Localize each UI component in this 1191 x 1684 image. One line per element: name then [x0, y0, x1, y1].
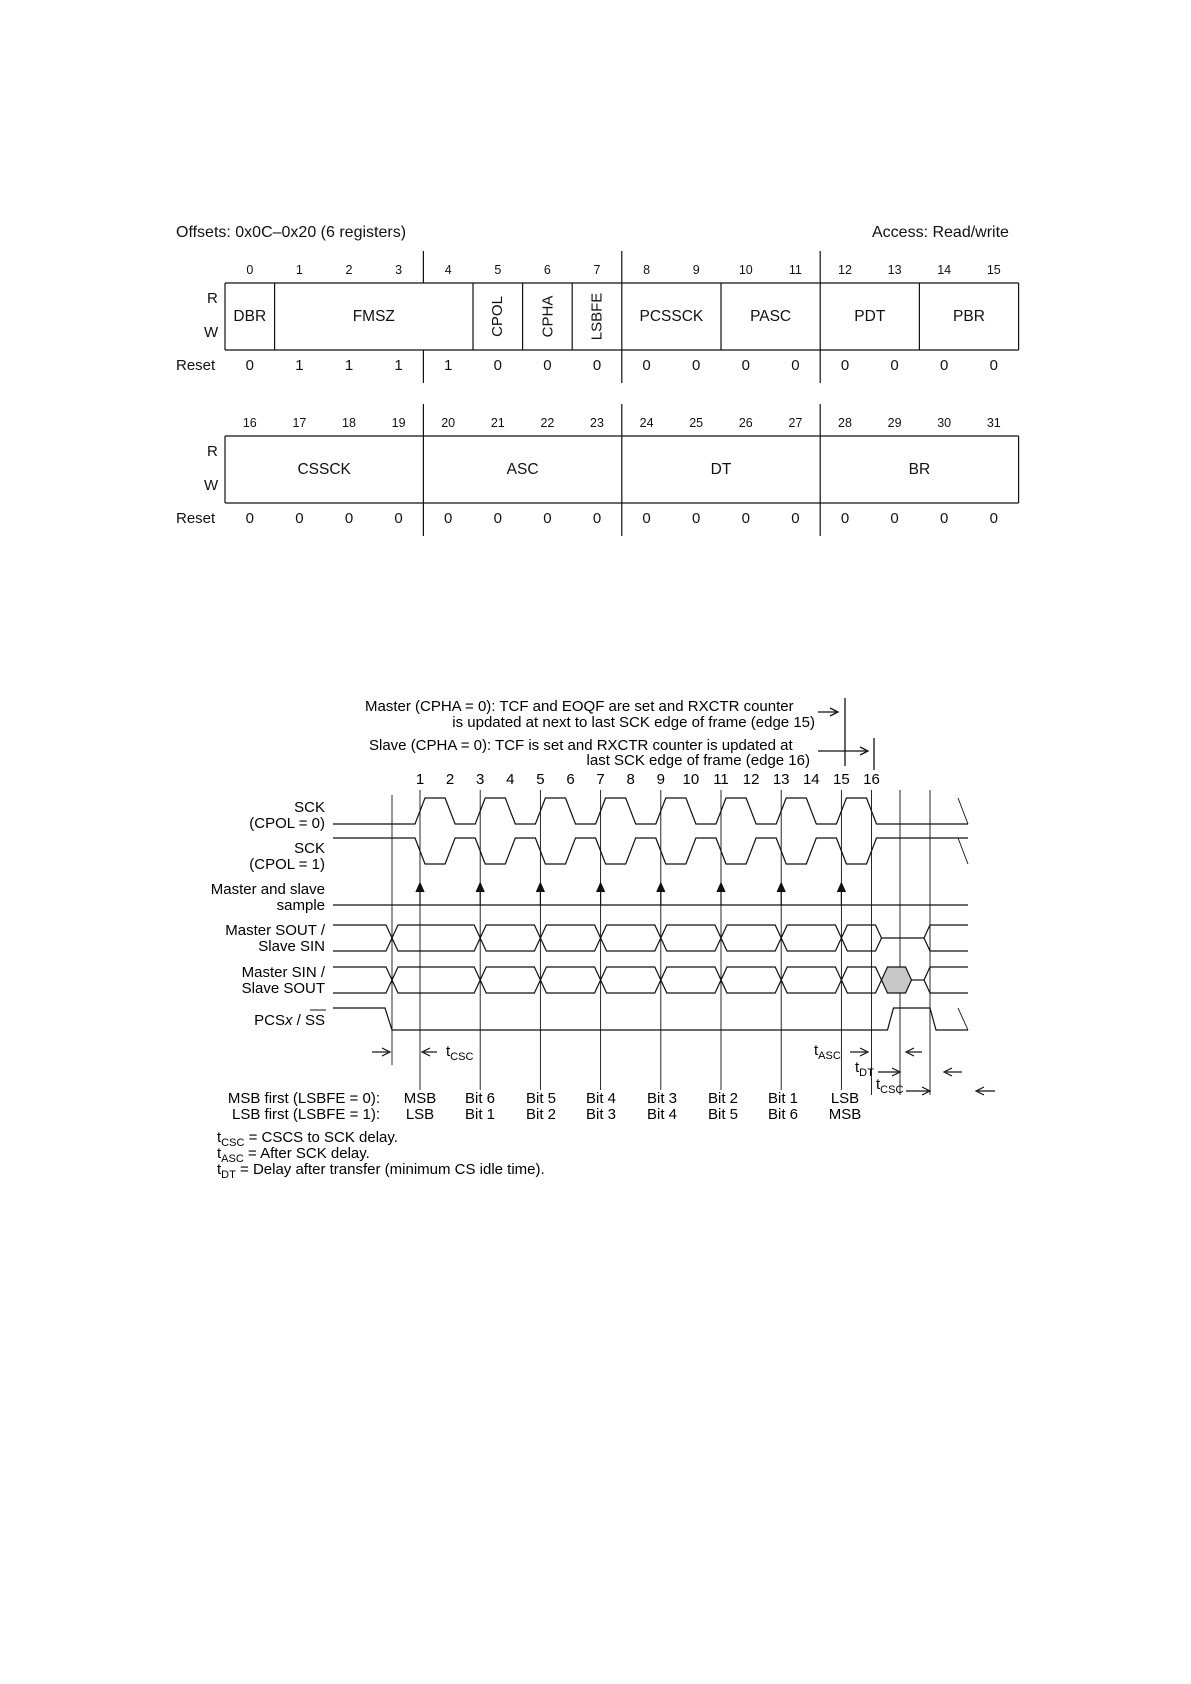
lsb-first-bit: Bit 2 [525, 1106, 557, 1123]
reset-value: 0 [592, 510, 602, 527]
waveform-segment [480, 967, 540, 993]
spi-timing-diagram [0, 680, 1191, 1200]
reset-value: 0 [642, 510, 651, 527]
edge-number: 4 [506, 771, 515, 788]
waveform-segment [601, 967, 661, 993]
waveform-segment [777, 883, 785, 892]
tcsc-label: $t_{CSC}$ [446, 1043, 474, 1063]
edge-number: 11 [713, 771, 729, 788]
bit-number: 7 [593, 263, 601, 277]
field-asc: ASC [506, 460, 539, 478]
waveform-segment [416, 883, 424, 892]
write-label-row2: W [204, 477, 219, 494]
reset-value: 0 [940, 510, 949, 527]
sample-label1: Master and slave [210, 881, 325, 898]
signal-labels [211, 799, 326, 1029]
edge-number: 15 [833, 771, 850, 788]
note-master-line2: is updated at next to last SCK edge of frame (edge 15) [452, 714, 815, 731]
field-dbr: DBR [233, 307, 267, 325]
msb-first-bit: Bit 6 [464, 1090, 496, 1107]
bit-number: 24 [639, 416, 654, 430]
bit-number: 16 [242, 416, 257, 430]
waveform-segment [333, 838, 968, 864]
edge-number: 3 [476, 771, 485, 788]
msb-first-label: MSB first (LSBFE = 0): [227, 1090, 380, 1107]
tcsc-label-2: $t_{CSC}$ [876, 1076, 904, 1096]
field-fmsz: FMSZ [352, 307, 395, 325]
bit-number: 20 [441, 416, 456, 430]
field-lsbfe: LSBFE [588, 292, 606, 341]
legend-tasc: $t_{ASC}$ = After SCK delay. [217, 1145, 370, 1165]
edge-number: 9 [656, 771, 665, 788]
edge-number: 12 [742, 771, 760, 788]
reset-value: 0 [592, 357, 602, 374]
bit-order-labels [404, 1090, 862, 1123]
bit-number: 14 [937, 263, 952, 277]
waveform-segment [392, 967, 480, 993]
bit-number: 9 [692, 263, 700, 277]
read-label: R [207, 290, 218, 307]
bit-number: 21 [490, 416, 505, 430]
waveform-segment [841, 967, 881, 993]
reset-value: 0 [741, 357, 750, 374]
reset-value: 0 [741, 510, 750, 527]
reset-value: 0 [295, 510, 304, 527]
msb-first-bit: Bit 3 [646, 1090, 678, 1107]
waveform-segment [540, 967, 600, 993]
bit-number: 13 [887, 263, 902, 277]
reset-value: 0 [444, 510, 453, 527]
sin-label2: Slave SOUT [241, 980, 325, 997]
waveform-segment [476, 883, 484, 892]
field-cpol: CPOL [489, 296, 507, 337]
sck-cpol1-label2: (CPOL = 1) [249, 856, 325, 873]
offsets-label: Offsets: 0x0C–0x20 (6 registers) [176, 224, 407, 241]
reset-value: 0 [394, 510, 403, 527]
msb-first-bit: Bit 5 [525, 1090, 557, 1107]
bit-number: 10 [738, 263, 753, 277]
field-cpha: CPHA [538, 295, 556, 338]
bit-number: 29 [887, 416, 902, 430]
reset-value: 0 [692, 510, 701, 527]
msb-first-bit: LSB [830, 1090, 860, 1107]
edge-number: 16 [863, 771, 880, 788]
sample-label2: sample [276, 897, 325, 914]
field-pbr: PBR [953, 307, 985, 325]
waveform-segment [717, 883, 725, 892]
msb-first-bit: Bit 4 [585, 1090, 617, 1107]
bit-number: 5 [494, 263, 502, 277]
waveform-segment [841, 925, 881, 951]
edge-number: 1 [415, 771, 425, 788]
edge-number: 10 [682, 771, 700, 788]
reset-value: 0 [344, 510, 354, 527]
bit-number: 23 [590, 416, 604, 430]
waveform-segment [924, 938, 968, 951]
reset-value: 0 [840, 510, 850, 527]
sin-label1: Master SIN / [241, 964, 325, 981]
bit-number: 27 [788, 416, 803, 430]
bit-number: 19 [391, 416, 406, 430]
bit-number: 2 [345, 263, 353, 277]
bit-number: 18 [342, 416, 356, 430]
sck-cpol1-label1: SCK [294, 840, 325, 857]
reset-value: 0 [245, 510, 254, 527]
waveform-segment [882, 967, 912, 993]
waveform-segment [392, 925, 480, 951]
reset-value: 0 [890, 510, 899, 527]
bit-number: 30 [937, 416, 952, 430]
field-pcssck: PCSSCK [639, 307, 704, 325]
bit-number: 26 [738, 416, 753, 430]
lsb-first-bit: Bit 6 [767, 1106, 799, 1123]
waveform-segment [333, 925, 392, 951]
bit-number: 4 [444, 263, 452, 277]
register-grid-lines [0, 0, 1191, 560]
reset-value: 1 [295, 357, 304, 374]
reset-value: 0 [493, 357, 502, 374]
reset-value: 0 [543, 510, 552, 527]
field-pasc: PASC [750, 307, 792, 325]
note-arrows [818, 698, 874, 770]
reset-value: 1 [444, 357, 453, 374]
waveform-segment [958, 838, 968, 864]
lsb-first-bit: Bit 4 [646, 1106, 678, 1123]
bit-number: 1 [295, 263, 303, 277]
bit-number: 0 [246, 263, 254, 277]
bit-number: 22 [540, 416, 555, 430]
waveform-segment [333, 1008, 968, 1030]
write-label: W [204, 324, 219, 341]
waveform-segment [958, 798, 968, 824]
read-label-row2: R [207, 443, 218, 460]
sout-label2: Slave SIN [258, 938, 325, 955]
waveform-segment [597, 883, 605, 892]
reset-label-row2: Reset [176, 510, 216, 527]
pcs-ss-label: PCSx / SS [254, 1012, 325, 1029]
delay-labels [446, 1042, 903, 1096]
field-br: BR [908, 460, 931, 478]
waveform-segment [924, 925, 968, 938]
waveform-segment [721, 967, 781, 993]
legend-tdt: $t_{DT}$ = Delay after transfer (minimum CS idle time). [217, 1161, 545, 1181]
waveform-segment [333, 798, 968, 824]
waveform-segment [480, 925, 540, 951]
reset-value: 0 [791, 357, 800, 374]
tdt-label: $t_{DT}$ [855, 1059, 874, 1079]
sout-label1: Master SOUT / [225, 922, 325, 939]
bit-number: 15 [986, 263, 1001, 277]
reset-value: 0 [791, 510, 800, 527]
edge-number: 5 [536, 771, 545, 788]
field-cssck: CSSCK [297, 460, 351, 478]
bit-number: 11 [788, 263, 802, 277]
reset-value: 0 [989, 357, 998, 374]
note-slave-line1: Slave (CPHA = 0): TCF is set and RXCTR counter is updated at [369, 737, 793, 754]
waveform-segment [661, 967, 721, 993]
edge-number: 6 [566, 771, 575, 788]
lsb-first-bit: Bit 5 [707, 1106, 739, 1123]
lsb-first-bit: MSB [828, 1106, 862, 1123]
lsb-first-bit: Bit 1 [464, 1106, 496, 1123]
field-dt: DT [710, 460, 732, 478]
field-pdt: PDT [854, 307, 886, 325]
edge-numbers [416, 771, 880, 788]
reset-value: 0 [642, 357, 651, 374]
waveform-segment [540, 925, 600, 951]
lsb-first-label: LSB first (LSBFE = 1): [232, 1106, 380, 1123]
tasc-label: $t_{ASC}$ [814, 1042, 841, 1062]
waveform-segment [601, 925, 661, 951]
bit-number: 12 [838, 263, 852, 277]
waveform-segment [721, 925, 781, 951]
waveform-segment [657, 883, 665, 892]
bit-number: 28 [838, 416, 852, 430]
edge-number: 13 [772, 771, 790, 788]
reset-value: 0 [890, 357, 899, 374]
edge-number: 8 [626, 771, 635, 788]
waveform-segment [924, 967, 968, 980]
bit-number: 3 [395, 263, 403, 277]
msb-first-bit: Bit 1 [767, 1090, 799, 1107]
lsb-first-bit: Bit 3 [585, 1106, 617, 1123]
lsb-first-bit: LSB [405, 1106, 435, 1123]
waveform-segment [536, 883, 544, 892]
note-master-line1: Master (CPHA = 0): TCF and EOQF are set and RXCTR counter [365, 698, 794, 715]
reset-value: 1 [394, 357, 403, 374]
bit-number: 31 [986, 416, 1001, 430]
reset-label: Reset [176, 357, 216, 374]
sck-cpol0-label1: SCK [294, 799, 325, 816]
edge-number: 2 [445, 771, 455, 788]
waveform-segment [958, 1008, 968, 1030]
waveform-segment [781, 967, 841, 993]
reset-value: 0 [692, 357, 701, 374]
delay-legend [217, 1129, 545, 1181]
bit-number: 25 [689, 416, 704, 430]
msb-first-bit: Bit 2 [707, 1090, 739, 1107]
note-slave-line2: last SCK edge of frame (edge 16) [586, 752, 810, 769]
edge-number: 14 [802, 771, 820, 788]
reset-value: 0 [493, 510, 502, 527]
waveform-segment [781, 925, 841, 951]
reset-value: 0 [543, 357, 552, 374]
waveform-segment [924, 980, 968, 993]
msb-first-bit: MSB [403, 1090, 437, 1107]
reset-value: 1 [344, 357, 354, 374]
waveform-segment [333, 967, 392, 993]
bit-number: 6 [543, 263, 551, 277]
waveform-segment [837, 883, 845, 892]
legend-tcsc: $t_{CSC}$ = CSCS to SCK delay. [217, 1129, 398, 1149]
reset-value: 0 [940, 357, 949, 374]
reset-value: 0 [840, 357, 850, 374]
bit-number: 8 [643, 263, 651, 277]
reset-value: 0 [989, 510, 998, 527]
access-label: Access: Read/write [872, 224, 1009, 241]
waveform-segment [661, 925, 721, 951]
sck-cpol0-label2: (CPOL = 0) [249, 815, 325, 832]
bit-number: 17 [292, 416, 307, 430]
edge-number: 7 [596, 771, 605, 788]
reset-value: 0 [245, 357, 254, 374]
